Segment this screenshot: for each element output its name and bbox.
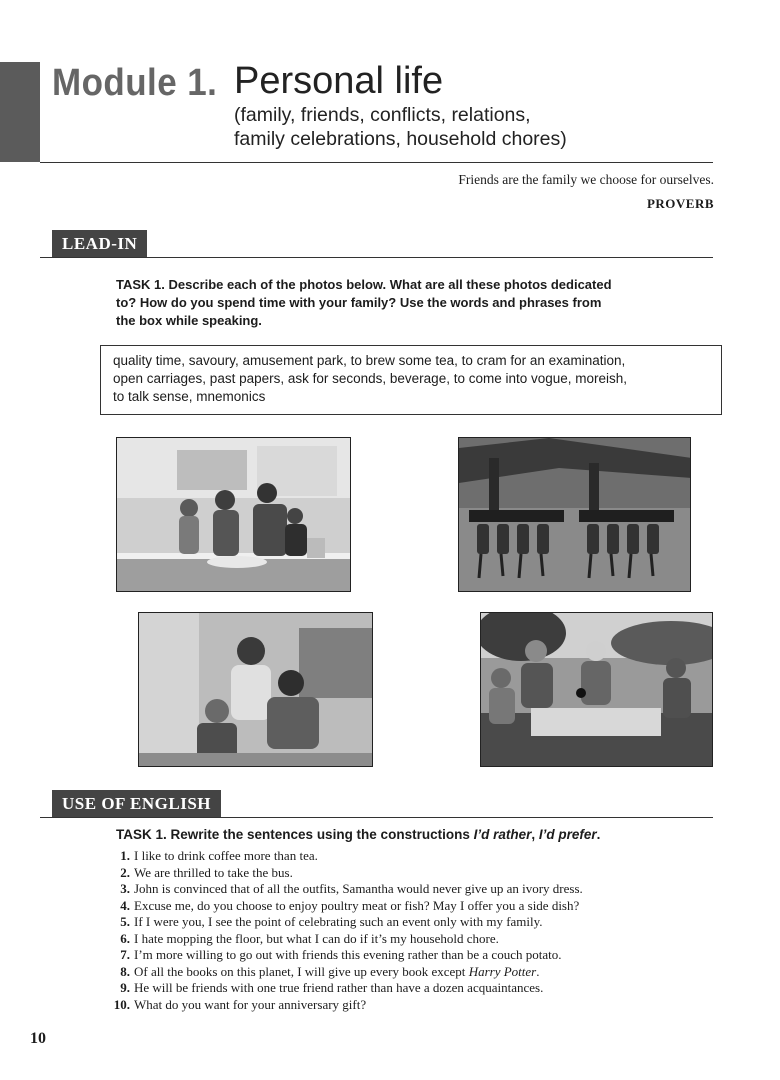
- list-item: [110, 980, 730, 997]
- book-title: Harry Potter: [468, 963, 537, 979]
- module-side-bar: [0, 62, 40, 162]
- item-number: 2.: [120, 864, 130, 880]
- page-number: 10: [30, 1030, 46, 1047]
- use-of-english-task: [116, 826, 600, 844]
- construction-2: I’d prefer: [538, 827, 597, 842]
- item-number: 9.: [120, 980, 130, 995]
- list-item: [110, 964, 730, 981]
- lead-in-task: [116, 276, 716, 330]
- item-text: What do you want for your anniversary gift?: [134, 996, 367, 1012]
- list-item: [110, 865, 730, 882]
- item-number: 10.: [113, 996, 130, 1012]
- item-number: 6.: [120, 930, 130, 946]
- use-of-english-divider: [40, 817, 713, 818]
- construction-1: I’d rather: [473, 827, 532, 842]
- item-text: I’m more willing to go out with friends this evening rather than be a couch potato.: [134, 947, 562, 962]
- item-text: If I were you, I see the point of celebrating such an event only with my family.: [134, 914, 543, 929]
- list-item: [110, 914, 730, 931]
- list-item: [110, 931, 730, 948]
- vocab-line-3: to talk sense, mnemonics: [113, 389, 266, 404]
- photo-family-homework: [138, 612, 373, 767]
- item-number: 7.: [120, 947, 130, 962]
- item-number: 4.: [120, 897, 130, 913]
- lead-in-task-line-2: to? How do you spend time with your family? Use the words and phrases from: [116, 295, 602, 310]
- task-prefix: TASK 1. Rewrite the sentences using the constructions: [116, 827, 474, 842]
- item-number: 8.: [120, 963, 130, 979]
- item-text: Excuse me, do you choose to enjoy poultry meat or fish? May I offer you a side dish?: [134, 897, 580, 913]
- photo-family-picnic: [480, 612, 713, 767]
- task-end: .: [596, 827, 601, 842]
- list-item: [110, 947, 730, 964]
- vocabulary-box: [100, 345, 722, 415]
- subtitle-line-1: (family, friends, conflicts, relations,: [234, 104, 531, 126]
- photo-family-cooking: [116, 437, 351, 592]
- item-number: 5.: [120, 914, 130, 929]
- use-of-english-heading: USE OF ENGLISH: [52, 790, 221, 817]
- item-number: 1.: [120, 848, 130, 863]
- list-item: [110, 881, 730, 898]
- item-number: 3.: [120, 881, 130, 896]
- item-text: Of all the books on this planet, I will give up every book except: [134, 963, 469, 979]
- header-divider: [40, 162, 713, 163]
- epigraph-quote: Friends are the family we choose for ourselves.: [458, 172, 714, 187]
- list-item: [110, 898, 730, 915]
- vocab-line-1: quality time, savoury, amusement park, to brew some tea, to cram for an examination,: [113, 353, 626, 368]
- page-title: Personal life: [234, 60, 444, 102]
- item-text-end: .: [536, 963, 540, 979]
- task-separator: ,: [531, 827, 539, 842]
- photo-amusement-ride: [458, 437, 691, 592]
- item-text: He will be friends with one true friend rather than have a dozen acquaintances.: [134, 980, 544, 995]
- sentence-list: [110, 848, 730, 1013]
- item-text: John is convinced that of all the outfits, Samantha would never give up an ivory dress.: [134, 881, 583, 896]
- item-text: We are thrilled to take the bus.: [134, 864, 293, 880]
- lead-in-task-line-3: the box while speaking.: [116, 313, 262, 328]
- lead-in-heading: LEAD-IN: [52, 230, 147, 257]
- lead-in-divider: [40, 257, 713, 258]
- lead-in-task-line-1: TASK 1. Describe each of the photos below. What are all these photos dedicated: [116, 277, 612, 292]
- item-text: I hate mopping the floor, but what I can do if it’s my household chore.: [134, 930, 499, 946]
- vocab-line-2: open carriages, past papers, ask for seconds, beverage, to come into vogue, moreish,: [113, 371, 628, 386]
- list-item: [110, 997, 730, 1014]
- list-item: [110, 848, 730, 865]
- subtitle-line-2: family celebrations, household chores): [234, 128, 567, 150]
- item-text: I like to drink coffee more than tea.: [134, 848, 318, 863]
- epigraph-source: PROVERB: [646, 196, 714, 211]
- module-label: Module 1.: [52, 62, 218, 104]
